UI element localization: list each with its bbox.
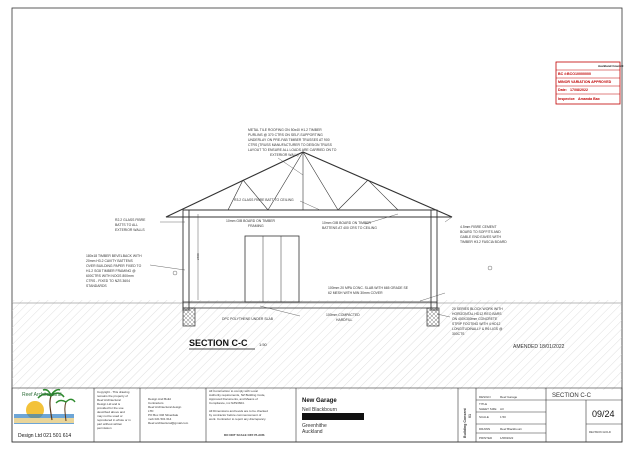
company-name: Reef Architectural (22, 392, 62, 398)
svg-text:10mm GIB BOARD ON TIMBER: 10mm GIB BOARD ON TIMBER (322, 221, 371, 225)
svg-text:H1.2 SG8 TIMBER FRAMING @: H1.2 SG8 TIMBER FRAMING @ (86, 269, 136, 273)
svg-text:4.5mm FIBRE CEMENT: 4.5mm FIBRE CEMENT (460, 225, 497, 229)
note-slab (328, 286, 409, 295)
svg-text:Reef Garage: Reef Garage (500, 395, 518, 399)
svg-text:62 MESH WITH MIN 30mm COVER: 62 MESH WITH MIN 30mm COVER (328, 291, 383, 295)
designer-details (148, 397, 189, 425)
svg-text:LTD: LTD (148, 409, 154, 413)
note-gib-framing (226, 219, 275, 228)
svg-text:described above and: described above and (97, 410, 125, 414)
svg-text:ON 400X300mm CONCRETE: ON 400X300mm CONCRETE (452, 317, 498, 321)
stamp-bc-label: BC #: (558, 72, 568, 76)
svg-text:Contractors: Contractors (148, 401, 164, 405)
svg-text:Reef Architectural: Reef Architectural (97, 398, 121, 402)
note-gib-battens (322, 221, 377, 230)
svg-text:R2.2 GLASS FIBRE: R2.2 GLASS FIBRE (115, 218, 146, 222)
sheet-number: 09/24 (592, 409, 615, 419)
svg-text:STANDARDS: STANDARDS (86, 284, 107, 288)
svg-text:permission: permission (97, 426, 112, 430)
svg-text:Design Ltd and is: Design Ltd and is (97, 402, 121, 406)
svg-text:Compliance, inc NZS3604.: Compliance, inc NZS3604. (209, 401, 245, 405)
svg-text:EXTERIOR WALL): EXTERIOR WALL) (270, 153, 299, 157)
svg-text:UNDERLAY ON PRE-FAB TIMBER TRU: UNDERLAY ON PRE-FAB TIMBER TRUSSES AT 900 (248, 138, 330, 142)
note-wall-batts (115, 218, 146, 232)
address-line1: Greenhithe (302, 423, 327, 429)
svg-text:20 SERIES BLOCK WORK WITH: 20 SERIES BLOCK WORK WITH (452, 307, 503, 311)
svg-text:180x18 TIMBER BEVELBACK WITH: 180x18 TIMBER BEVELBACK WITH (86, 254, 142, 258)
svg-text:work. Contractor to report any: work. Contractor to report any discrepancy. (209, 417, 267, 421)
copyright-note (97, 390, 131, 430)
height-dimension: 2400 (196, 253, 200, 260)
svg-text:Copyright - This drawing: Copyright - This drawing (97, 390, 130, 394)
svg-text:All Dimensions and levels are: All Dimensions and levels are to be checked (209, 409, 268, 413)
svg-text:DRAWN: DRAWN (479, 427, 491, 431)
svg-text:All Construction to comply wit: All Construction to comply with Local (209, 389, 258, 393)
section-scale: 1:50 (259, 342, 267, 347)
svg-text:100mm COMPACTED: 100mm COMPACTED (326, 313, 360, 317)
section-title: SECTION C-C (189, 338, 248, 348)
svg-text:DO NOT SCALE OFF PLANS: DO NOT SCALE OFF PLANS (224, 433, 265, 437)
svg-text:HORIZONTAL HD12 REO BARS: HORIZONTAL HD12 REO BARS (452, 312, 502, 316)
svg-text:may not be used or: may not be used or (97, 414, 123, 418)
svg-text:SCALE: SCALE (479, 415, 489, 419)
svg-text:Reef Blackbourn: Reef Blackbourn (500, 427, 523, 431)
svg-text:reproduced in whole or in: reproduced in whole or in (97, 418, 131, 422)
revision-label: REVISION HOLD (589, 430, 611, 434)
stamp-inspector-label: Inspector: (558, 97, 576, 101)
company-contact: Design Ltd 021 501 614 (18, 433, 72, 439)
stamp-status: MINOR VARIATION APPROVED (558, 80, 612, 84)
note-ceiling-batts: R3.2 GLASS FIBRE BATT TO CEILING (234, 198, 294, 202)
consent-number: 01 (468, 414, 472, 418)
svg-text:TITLE: TITLE (479, 402, 488, 406)
svg-text:BATTENS AT 400 CRS TO CEILING: BATTENS AT 400 CRS TO CEILING (322, 226, 377, 230)
right-wall (431, 210, 437, 310)
svg-text:PRINTED: PRINTED (479, 436, 493, 440)
note-cladding (86, 254, 142, 288)
redacted-block (302, 413, 364, 420)
svg-text:PURLINS @ 370 CTRS ON SELF-SUP: PURLINS @ 370 CTRS ON SELF-SUPPORTING (248, 133, 323, 137)
svg-text:BOARD TO SOFFITS AND: BOARD TO SOFFITS AND (460, 230, 501, 234)
svg-text:BATTS TO ALL: BATTS TO ALL (115, 223, 138, 227)
svg-text:by contractor before commencem: by contractor before commencement of (209, 413, 262, 417)
note-dpc: DPC POLYTHENE UNDER SLAB (222, 317, 273, 321)
svg-text:LAYOUT TO ENSURE ALL LOADS ARE: LAYOUT TO ENSURE ALL LOADS ARE CARRIED ON TO (248, 148, 337, 152)
client-name: Neil Blackbourn (302, 407, 338, 413)
compliance-notes (209, 389, 268, 437)
note-roof (248, 128, 337, 157)
svg-text:GABLE END EAVES WITH: GABLE END EAVES WITH (460, 235, 502, 239)
svg-text:SHEET SIZE: SHEET SIZE (479, 407, 497, 411)
svg-text:Design And Build: Design And Build (148, 397, 171, 401)
svg-text:20mm H3.2 CAVITY BATTENS: 20mm H3.2 CAVITY BATTENS (86, 259, 133, 263)
building-section (166, 152, 452, 326)
right-footing (427, 308, 439, 326)
svg-text:Authority requirements, NZ Bui: Authority requirements, NZ Building Code, (209, 393, 266, 397)
svg-text:600CTRS WITH NOGS 800mm: 600CTRS WITH NOGS 800mm (86, 274, 134, 278)
stamp-council: Auckland Council (598, 64, 624, 68)
svg-text:HARDFILL: HARDFILL (336, 318, 353, 322)
svg-text:part without written: part without written (97, 422, 123, 426)
svg-text:STRIP FOOTING WITH 4 HD12: STRIP FOOTING WITH 4 HD12 (452, 322, 501, 326)
left-wall (183, 210, 189, 310)
project-title: New Garage (302, 398, 337, 404)
svg-text:CTRS (TRUSS MANUFACTURER TO DE: CTRS (TRUSS MANUFACTURER TO DESIGN TRUSS (248, 143, 332, 147)
svg-text:FRAMING: FRAMING (248, 224, 264, 228)
svg-text:1:50: 1:50 (500, 415, 506, 419)
svg-text:100mm 20 MPA CONC. SLAB WITH 6: 100mm 20 MPA CONC. SLAB WITH 665 GRADE SE (328, 286, 409, 290)
amended-note: AMENDED 18/01/2022 (513, 344, 565, 350)
left-footing (183, 308, 195, 326)
svg-text:OVER BUILDING PAPER FIXED TO: OVER BUILDING PAPER FIXED TO (86, 264, 142, 268)
sheet-title: SECTION C-C (552, 393, 591, 399)
stamp-date: 17/08/2022 (570, 88, 588, 92)
svg-text:Reef Architectural design: Reef Architectural design (148, 405, 182, 409)
stamp-inspector: Amanda Bax (578, 97, 600, 101)
garage-door (245, 236, 299, 302)
svg-text:EXTERIOR WALLS: EXTERIOR WALLS (115, 228, 145, 232)
svg-text:METAL TILE ROOFING ON 50x40 H1: METAL TILE ROOFING ON 50x40 H1.2 TIMBER (248, 128, 322, 132)
svg-text:300CTS: 300CTS (452, 332, 465, 336)
consent-label: Building Consent (463, 408, 467, 438)
svg-text:Approved Documents, and Means: Approved Documents, and Means of (209, 397, 258, 401)
svg-text:mob 021 501 614: mob 021 501 614 (148, 417, 172, 421)
svg-text:CTRS - FIXED TO NZS 3604: CTRS - FIXED TO NZS 3604 (86, 279, 130, 283)
svg-text:provided for the use: provided for the use (97, 406, 124, 410)
svg-text:Reef.architectural@gmail.com: Reef.architectural@gmail.com (148, 421, 189, 425)
svg-text:DESIGN: DESIGN (479, 395, 491, 399)
note-soffit (460, 225, 507, 244)
svg-text:1/08/2022: 1/08/2022 (500, 436, 514, 440)
stamp-bc-number: BCO10000000 (567, 72, 591, 76)
address-line2: Auckland (302, 429, 323, 435)
svg-text:A3: A3 (500, 407, 504, 411)
svg-text:10mm GIB BOARD ON TIMBER: 10mm GIB BOARD ON TIMBER (226, 219, 275, 223)
svg-text:TIMBER H3.2 FASCIA BOARD: TIMBER H3.2 FASCIA BOARD (460, 240, 507, 244)
svg-text:remains the property of: remains the property of (97, 394, 128, 398)
svg-text:LONGITUDINALLY & R6 LIGS @: LONGITUDINALLY & R6 LIGS @ (452, 327, 503, 331)
svg-text:PO Box 346 Silverdale: PO Box 346 Silverdale (148, 413, 179, 417)
council-stamp (556, 62, 624, 104)
stamp-date-label: Date: (558, 88, 567, 92)
